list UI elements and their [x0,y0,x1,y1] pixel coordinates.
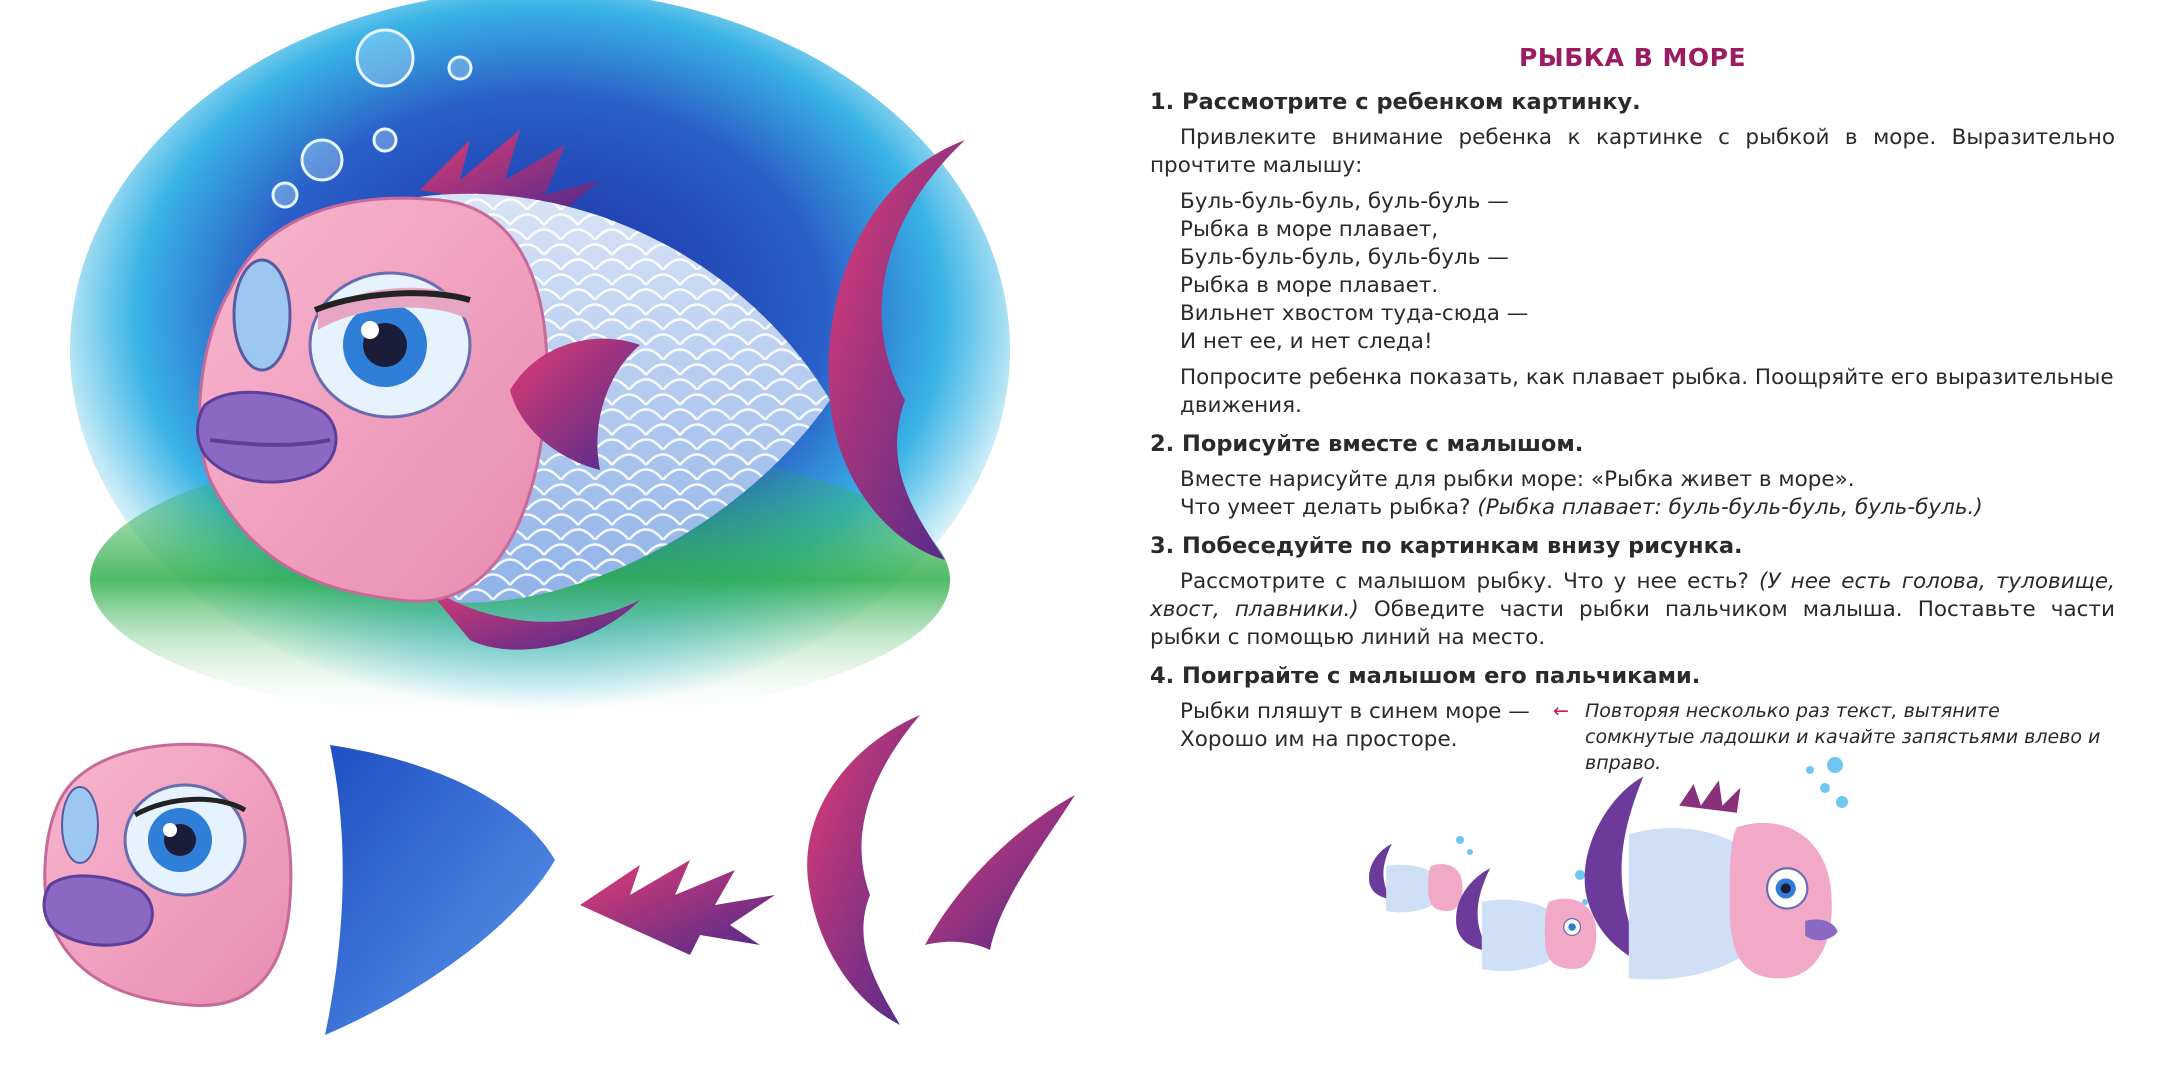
small-fish-2 [1456,868,1596,971]
big-fish-small [1585,777,1838,980]
poem-line: И нет ее, и нет следа! [1180,329,1433,354]
rhyme-line: Хорошо им на просторе. [1180,727,1458,752]
page-title: РЫБКА В МОРЕ [1518,43,1747,72]
step-1-text: Привлеките внимание ребенка к картинке с рыбкой в море. Выразительно прочтите малышу: [1150,125,2115,178]
piece-side-fin [925,795,1075,950]
piece-head [44,744,291,1005]
arrow-icon: ← [1553,700,1569,722]
step-4-heading: 4. Поиграйте с малышом его пальчиками. [1150,663,1701,689]
step-2-heading: 2. Порисуйте вместе с малышом. [1150,431,1584,457]
piece-body [325,745,555,1035]
step-3-text-c: Обведите части рыбки пальчиком малыша. Поставьте части рыбки с помощью линий на место. [1150,597,2116,650]
step-3-text-a: Рассмотрите с малышом рыбку. Что у нее есть? [1180,569,1759,594]
step-3-heading: 3. Побеседуйте по картинкам внизу рисунка. [1150,533,1743,559]
piece-tail [807,715,920,1025]
poem-line: Буль-буль-буль, буль-буль — [1180,245,1509,270]
poem-line: Буль-буль-буль, буль-буль — [1180,189,1509,214]
note-text: Повторяя несколько раз текст, вытяните сомкнутые ладошки и качайте запястьями влево и вправо. [1585,700,2101,774]
step-3-text [1150,568,2115,652]
poem [1150,188,2115,356]
step-2-question: Что умеет делать рыбка? [1180,495,1478,520]
rhyme-line: Рыбки пляшут в синем море — [1180,699,1530,724]
piece-dorsal-fin [580,860,775,955]
poem-line: Рыбка в море плавает, [1180,217,1439,242]
fish-school-illustration [1330,740,1950,1040]
step-3-text-b: (У нее есть голова, туловище, хвост, плавники.) [1150,569,2115,622]
step-1-after: Попросите ребенка показать, как плавает рыбка. Поощряйте его выразительные движения. [1180,365,2114,418]
eye-back [234,260,290,370]
step-2-answer: (Рыбка плавает: буль-буль-буль, буль-буль.) [1477,495,1983,520]
poem-line: Вильнет хвостом туда-сюда — [1180,301,1529,326]
step-2-line-1: Вместе нарисуйте для рыбки море: «Рыбка живет в море». [1180,467,1855,492]
small-fish-1 [1369,844,1462,913]
instructions [1150,44,2115,776]
poem-line: Рыбка в море плавает. [1180,273,1439,298]
step-1-heading: 1. Рассмотрите с ребенком картинку. [1150,89,1641,115]
